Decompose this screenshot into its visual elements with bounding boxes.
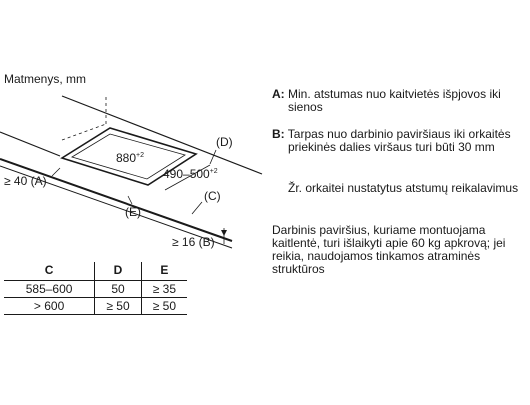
- table-cell: > 600: [4, 298, 95, 315]
- width-label: $880^{+2}$: [116, 151, 145, 165]
- table-cell: 50: [95, 281, 142, 298]
- depth-label: $490-500^{+2}$: [163, 167, 218, 181]
- table-cell: ≥ 50: [95, 298, 142, 315]
- note-a: A: Min. atstumas nuo kaitvietės išpjovos iki sienos: [272, 87, 501, 114]
- note-oven: Žr. orkaitei nustatytus atstumų reikalavimus: [288, 181, 519, 195]
- dimension-table: [4, 262, 187, 315]
- table-header: E: [141, 262, 187, 281]
- c-leader: [192, 202, 202, 214]
- a-leader: [52, 168, 60, 176]
- table-row: [4, 298, 187, 315]
- table-header: D: [95, 262, 142, 281]
- table-header-row: [4, 262, 187, 281]
- note-b: B: Tarpas nuo darbinio paviršiaus iki orkaitės priekinės dalies viršaus turi būti 30 mm: [272, 127, 511, 154]
- installation-diagram: [0, 0, 270, 262]
- label-e: (E): [125, 205, 141, 219]
- table-cell: ≥ 50: [141, 298, 187, 315]
- table-cell: 585–600: [4, 281, 95, 298]
- label-d: (D): [216, 135, 233, 149]
- b-arrow-icon: [221, 230, 227, 236]
- title: Matmenys, mm: [4, 72, 87, 86]
- table-header: C: [4, 262, 95, 281]
- label-a: ≥ 40 (A): [4, 174, 47, 188]
- d-leader: [210, 150, 216, 164]
- countertop-rear-edge: [0, 132, 60, 156]
- label-b: ≥ 16 (B): [172, 235, 215, 249]
- e-leader: [128, 196, 132, 204]
- table-row: [4, 281, 187, 298]
- label-c: (C): [204, 189, 221, 203]
- table-cell: ≥ 35: [141, 281, 187, 298]
- note-worktop: Darbinis paviršius, kuriame montuojama kaitlentė, turi išlaikyti apie 60 kg apkrovą; jei reikia, naudojamos tinkamos atraminės struktūros: [272, 223, 506, 276]
